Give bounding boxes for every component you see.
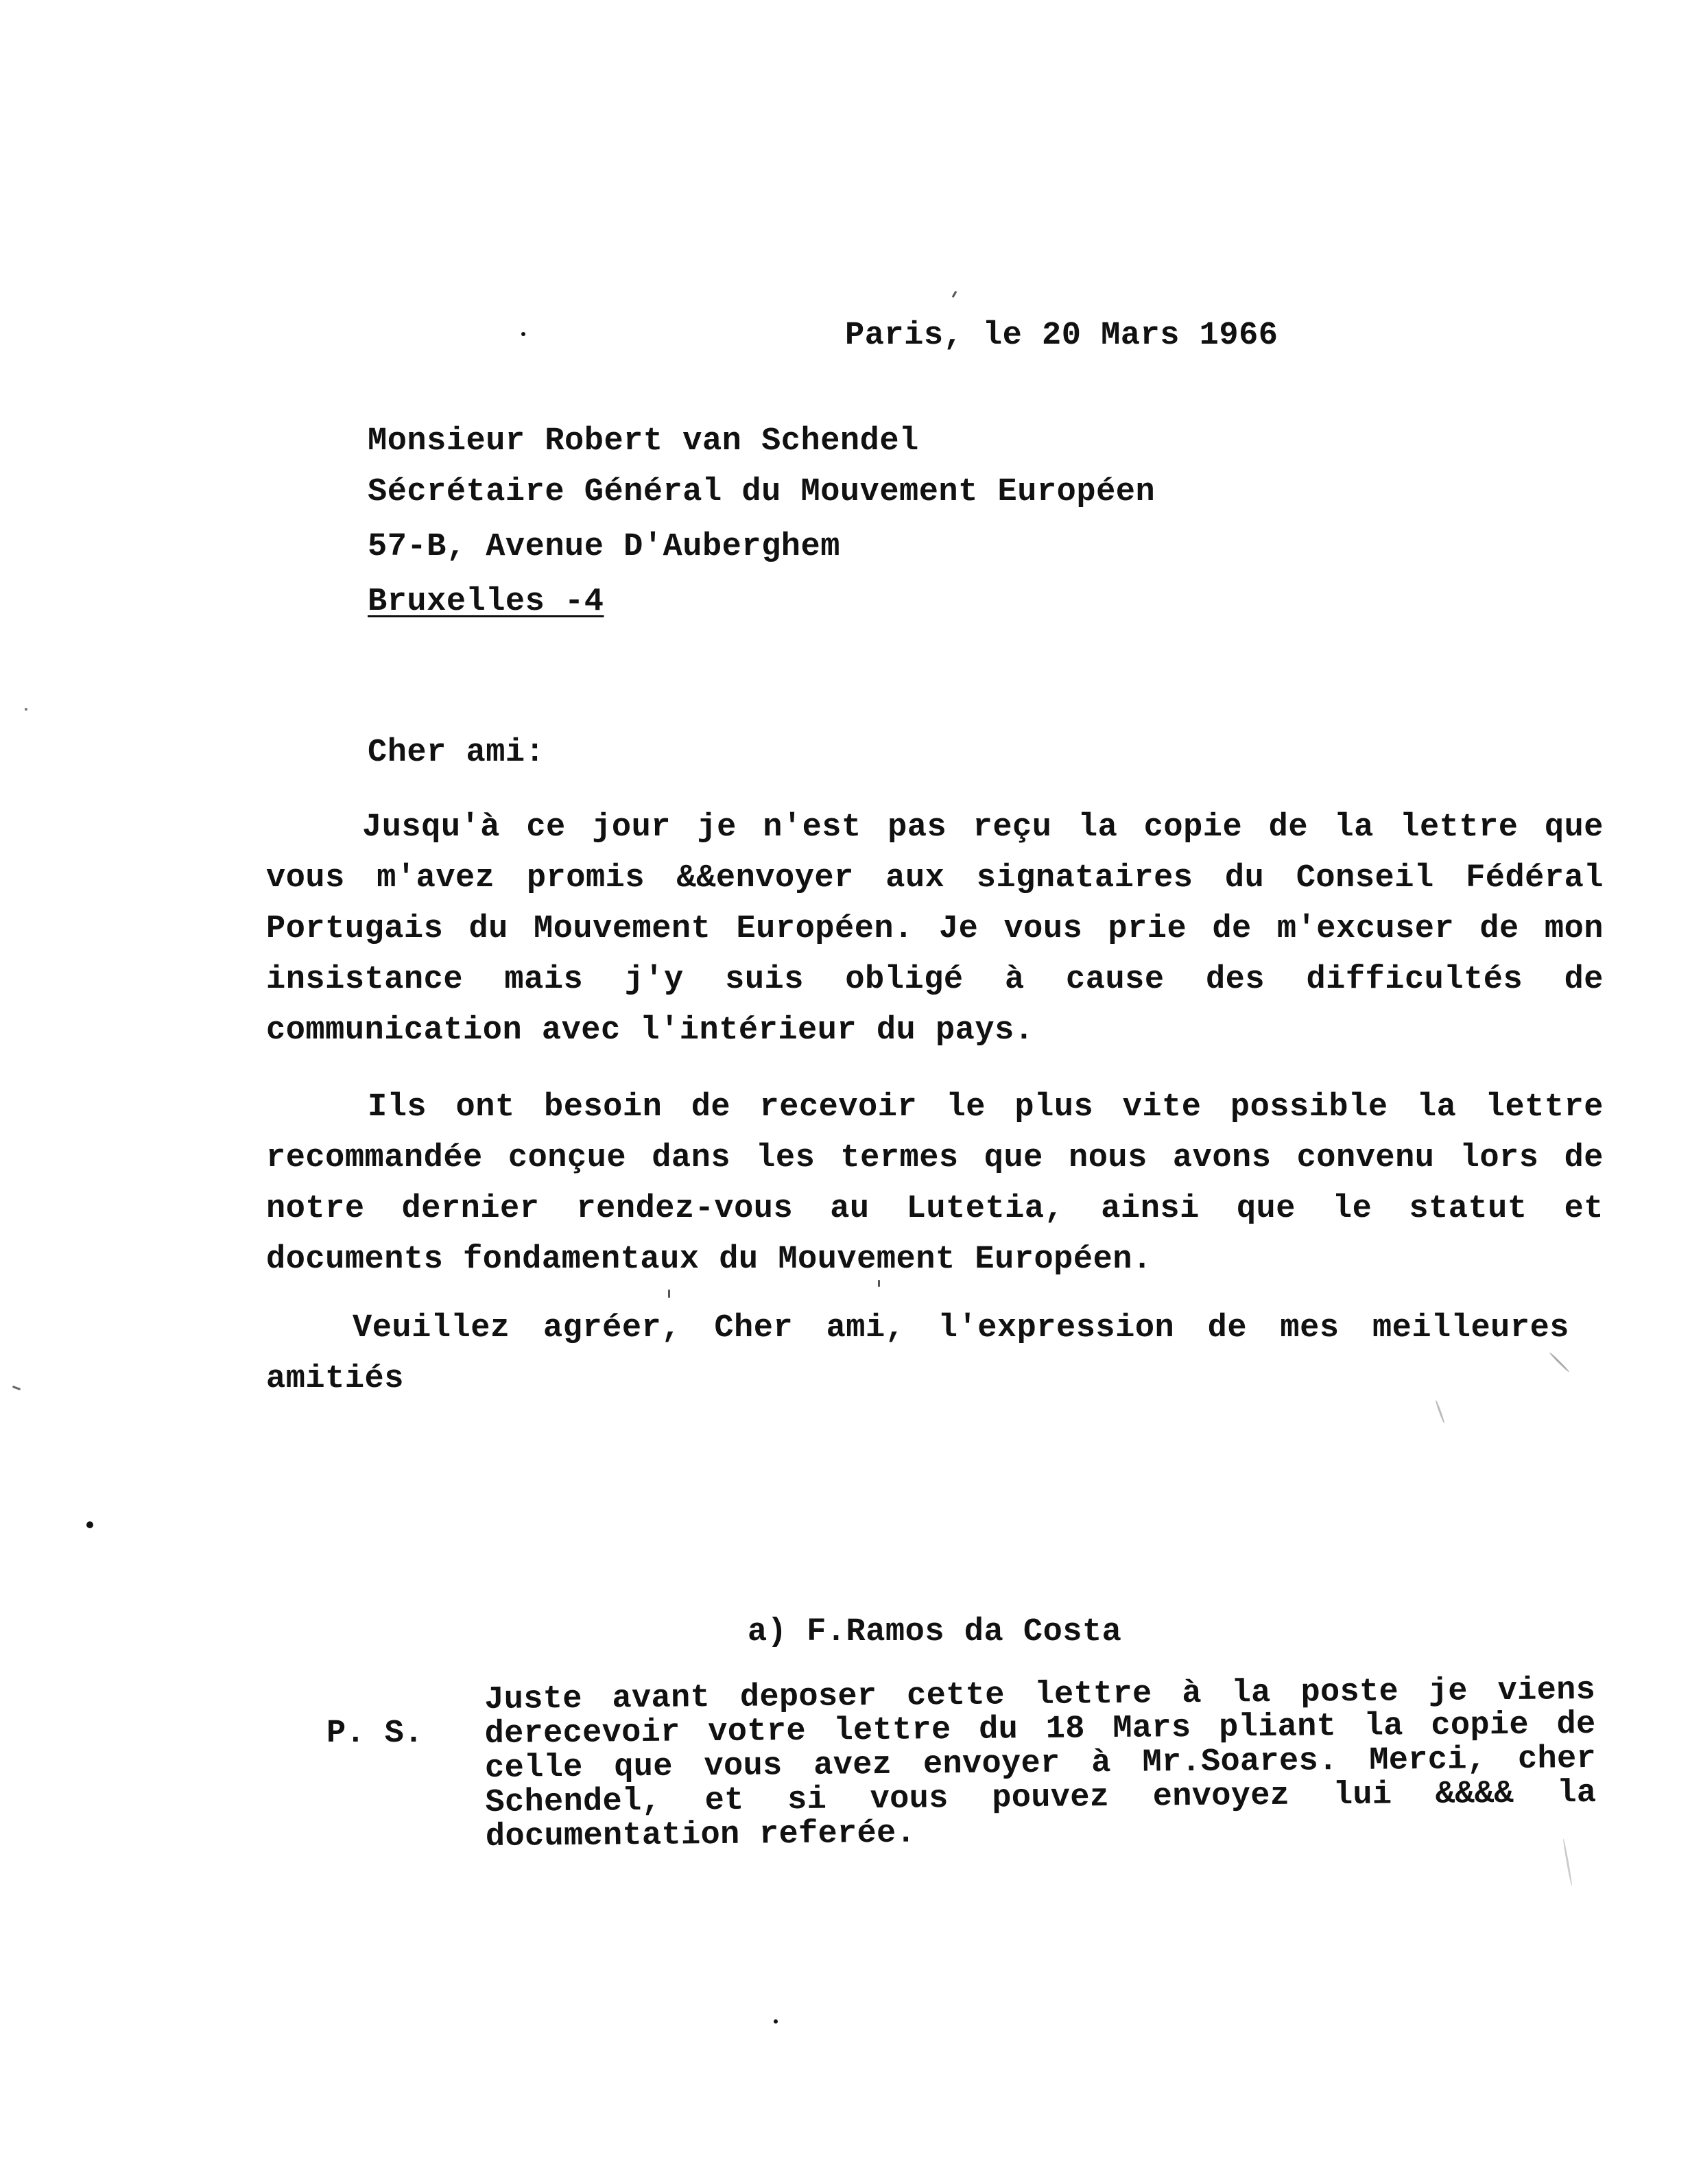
paper-speck (521, 332, 525, 336)
paper-mark (668, 1290, 670, 1298)
salutation: Cher ami: (368, 735, 545, 771)
closing-paragraph: Veuillez agréer, Cher ami, l'expression de mes meilleures amitiés (266, 1310, 1569, 1397)
postscript-text: Juste avant deposer cette lettre à la poste je viens derecevoir votre lettre du 18 Mars pliant la copie de celle que vous avez envoyer à Mr.Soares. Merci, cher Schendel, et si vous pouvez envoyez lui &&&& la documentation referée. (484, 1672, 1597, 1855)
paper-scratch (1562, 1838, 1573, 1886)
postscript-label: P. S. (326, 1716, 424, 1752)
recipient-city-line (368, 583, 604, 621)
signature: a) F.Ramos da Costa (748, 1614, 1122, 1650)
recipient-title: Sécrétaire Général du Mouvement Européen (368, 474, 1156, 510)
body-paragraph-2: Ils ont besoin de recevoir le plus vite possible la lettre recommandée conçue dans les termes que nous avons convenu lors de notre dernier rendez-vous au Lutetia, ainsi que le statut et documents fondamentaux du Mouvement Européen. (266, 1089, 1604, 1278)
date-line: Paris, le 20 Mars 1966 (845, 318, 1278, 354)
paper-mark (878, 1280, 880, 1287)
recipient-name: Monsieur Robert van Schendel (368, 423, 919, 460)
paper-mark (12, 1386, 21, 1390)
paper-speck (86, 1521, 93, 1528)
paper-mark (952, 291, 957, 298)
recipient-street: 57-B, Avenue D'Auberghem (368, 529, 840, 565)
body-paragraph-1: Jusqu'à ce jour je n'est pas reçu la copie de la lettre que vous m'avez promis &&envoyer aux signataires du Conseil Fédéral Portugais du Mouvement Européen. Je vous prie de m'excuser de mon insistance mais j'y suis obligé à cause des difficultés de communication avec l'intérieur du pays. (266, 809, 1604, 1049)
paper-speck (774, 2019, 778, 2023)
paper-speck (25, 708, 27, 711)
recipient-city: Bruxelles -4 (368, 584, 604, 620)
